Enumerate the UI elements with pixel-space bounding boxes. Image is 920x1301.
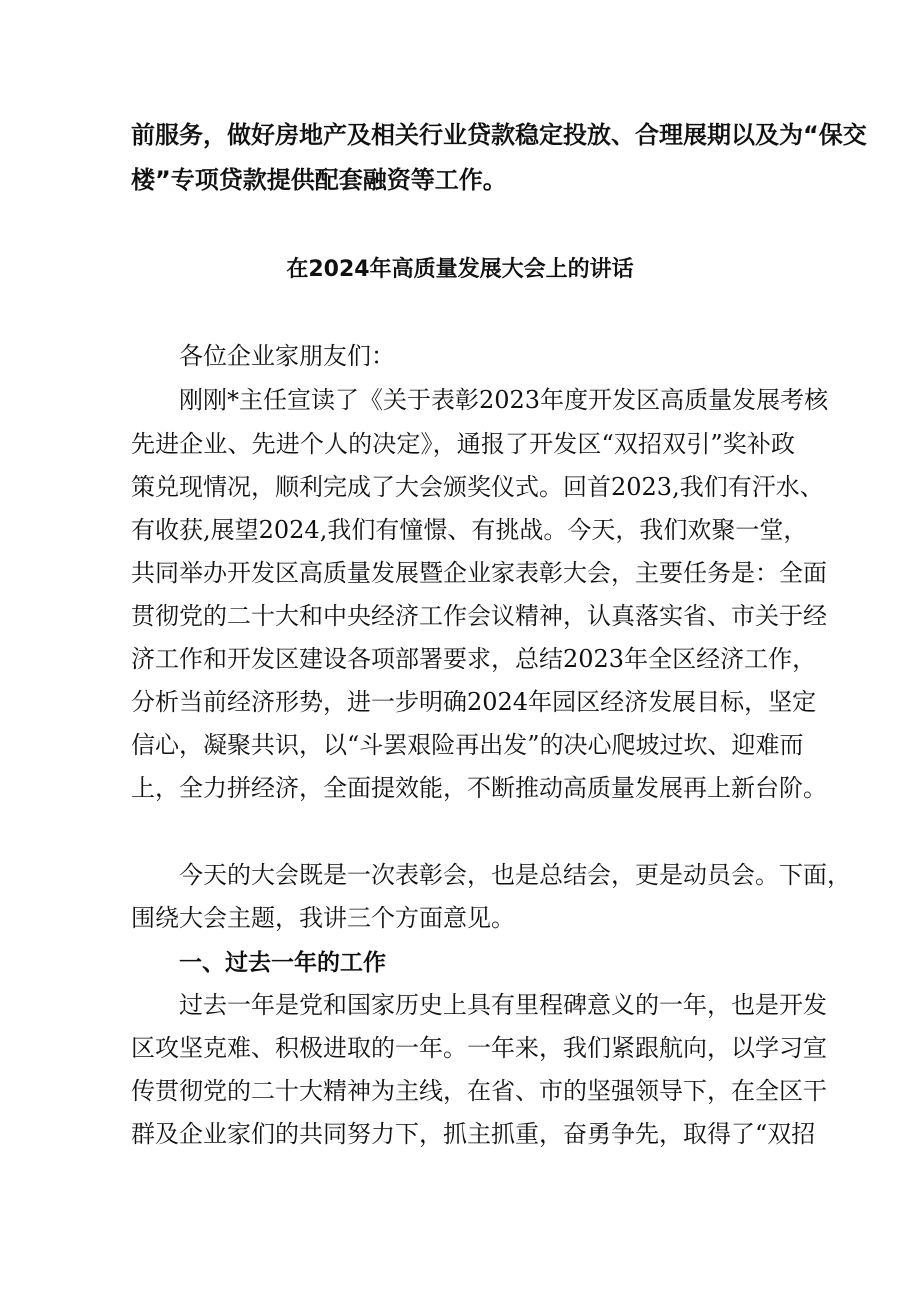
paragraph-1-line-3: 策兑现情况，顺利完成了大会颁奖仪式。回首2023,我们有汗水、 bbox=[131, 473, 824, 501]
paragraph-1-line-9: 信心，凝聚共识，以“斗罢艰险再出发”的决心爬坡过坎、迎难而 bbox=[131, 731, 804, 759]
top-paragraph-line-1: 前服务，做好房地产及相关行业贷款稳定投放、合理展期以及为“保交 bbox=[131, 121, 867, 149]
paragraph-1-line-7: 济工作和开发区建设各项部署要求，总结2023年全区经济工作， bbox=[131, 645, 817, 673]
salutation: 各位企业家朋友们： bbox=[179, 342, 395, 370]
top-paragraph-line-2: 楼”专项贷款提供配套融资等工作。 bbox=[131, 166, 507, 194]
paragraph-1-line-1: 刚刚*主任宣读了《关于表彰2023年度开发区高质量发展考核 bbox=[179, 386, 829, 414]
paragraph-1-line-5: 共同举办开发区高质量发展暨企业家表彰大会，主要任务是：全面 bbox=[131, 559, 827, 587]
paragraph-1-line-6: 贯彻党的二十大和中央经济工作会议精神，认真落实省、市关于经 bbox=[131, 602, 827, 630]
paragraph-1-line-4: 有收获,展望2024,我们有憧憬、有挑战。今天，我们欢聚一堂， bbox=[131, 516, 808, 544]
paragraph-3-line-1: 过去一年是党和国家历史上具有里程碑意义的一年，也是开发 bbox=[179, 991, 827, 1019]
paragraph-3-line-3: 传贯彻党的二十大精神为主线，在省、市的坚强领导下，在全区干 bbox=[131, 1077, 827, 1105]
paragraph-2-line-2: 围绕大会主题，我讲三个方面意见。 bbox=[131, 904, 515, 932]
paragraph-3-line-4: 群及企业家们的共同努力下，抓主抓重，奋勇争先，取得了“双招 bbox=[131, 1120, 816, 1148]
section-heading: 一、过去一年的工作 bbox=[179, 950, 386, 976]
speech-title: 在2024年高质量发展大会上的讲话 bbox=[286, 257, 634, 282]
paragraph-3-line-2: 区攻坚克难、积极进取的一年。一年来，我们紧跟航向，以学习宣 bbox=[131, 1034, 827, 1062]
paragraph-1-line-10: 上，全力拼经济，全面提效能，不断推动高质量发展再上新台阶。 bbox=[131, 774, 827, 802]
paragraph-1-line-2: 先进企业、先进个人的决定》，通报了开发区“双招双引”奖补政 bbox=[131, 430, 795, 458]
paragraph-2-line-1: 今天的大会既是一次表彰会，也是总结会，更是动员会。下面， bbox=[179, 861, 851, 889]
paragraph-1-line-8: 分析当前经济形势，进一步明确2024年园区经济发展目标，坚定 bbox=[131, 688, 817, 716]
